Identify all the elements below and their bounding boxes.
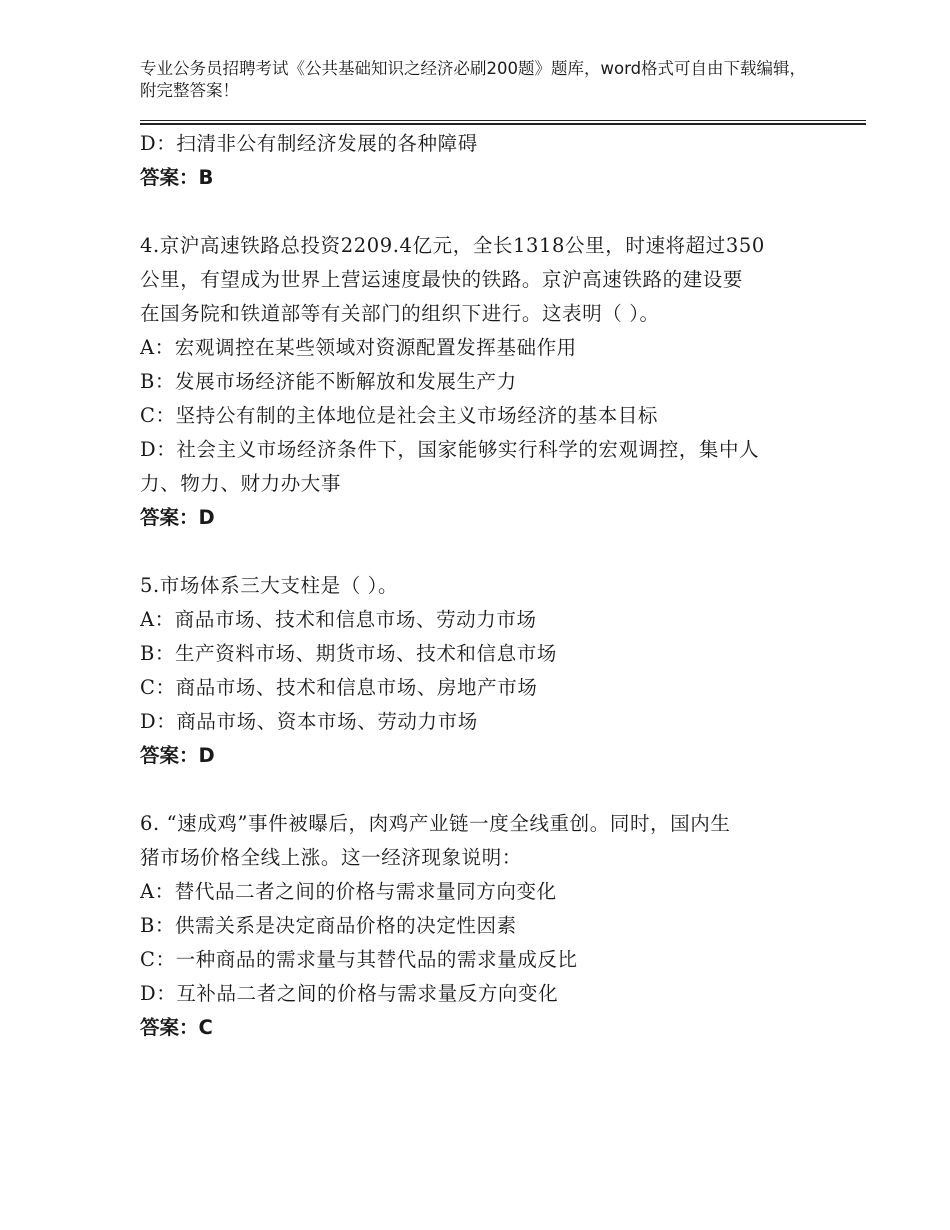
- option-a: A：宏观调控在某些领域对资源配置发挥基础作用: [140, 336, 577, 359]
- option-d: D：社会主义市场经济条件下，国家能够实行科学的宏观调控，集中人: [140, 438, 760, 461]
- option-d: D：商品市场、资本市场、劳动力市场: [140, 710, 478, 733]
- answer-line: 答案：C: [140, 1016, 213, 1039]
- spacer: [140, 773, 820, 807]
- answer-line: 答案：B: [140, 166, 214, 189]
- question-content: [140, 127, 820, 1045]
- question-5: [140, 569, 820, 773]
- option-b: B：发展市场经济能不断解放和发展生产力: [140, 370, 517, 393]
- header-rule-thin: [140, 120, 866, 121]
- question-stem-line: 公里，有望成为世界上营运速度最快的铁路。京沪高速铁路的建设要: [140, 268, 744, 291]
- option-b: B：供需关系是决定商品价格的决定性因素: [140, 914, 517, 937]
- question-stem-line: 4.京沪高速铁路总投资2209.4亿元，全长1318公里，时速将超过350: [140, 234, 765, 257]
- question-6: [140, 807, 820, 1045]
- option-d-continuation: 力、物力、财力办大事: [140, 472, 342, 495]
- option-a: A：替代品二者之间的价格与需求量同方向变化: [140, 880, 557, 903]
- header-rule-thick: [140, 123, 866, 125]
- option-c: C：一种商品的需求量与其替代品的需求量成反比: [140, 948, 578, 971]
- question-4: [140, 229, 820, 535]
- question-stem-line: 5.市场体系三大支柱是（ ）。: [140, 574, 399, 597]
- question-stem-line: 猪市场价格全线上涨。这一经济现象说明：: [140, 846, 522, 869]
- option-c: C：商品市场、技术和信息市场、房地产市场: [140, 676, 538, 699]
- option-d: D：扫清非公有制经济发展的各种障碍: [140, 132, 478, 155]
- page-header: 专业公务员招聘考试《公共基础知识之经济必刷200题》题库，word格式可自由下载编辑，附完整答案！: [140, 59, 807, 100]
- previous-question-tail: [140, 127, 820, 195]
- option-d: D：互补品二者之间的价格与需求量反方向变化: [140, 982, 559, 1005]
- spacer: [140, 195, 820, 229]
- question-stem-line: 在国务院和铁道部等有关部门的组织下进行。这表明（ ）。: [140, 302, 660, 325]
- spacer: [140, 535, 820, 569]
- option-c: C：坚持公有制的主体地位是社会主义市场经济的基本目标: [140, 404, 659, 427]
- option-b: B：生产资料市场、期货市场、技术和信息市场: [140, 642, 557, 665]
- answer-line: 答案：D: [140, 744, 215, 767]
- answer-line: 答案：D: [140, 506, 215, 529]
- option-a: A：商品市场、技术和信息市场、劳动力市场: [140, 608, 537, 631]
- question-stem-line: 6. “速成鸡”事件被曝后，肉鸡产业链一度全线重创。同时，国内生: [140, 812, 731, 835]
